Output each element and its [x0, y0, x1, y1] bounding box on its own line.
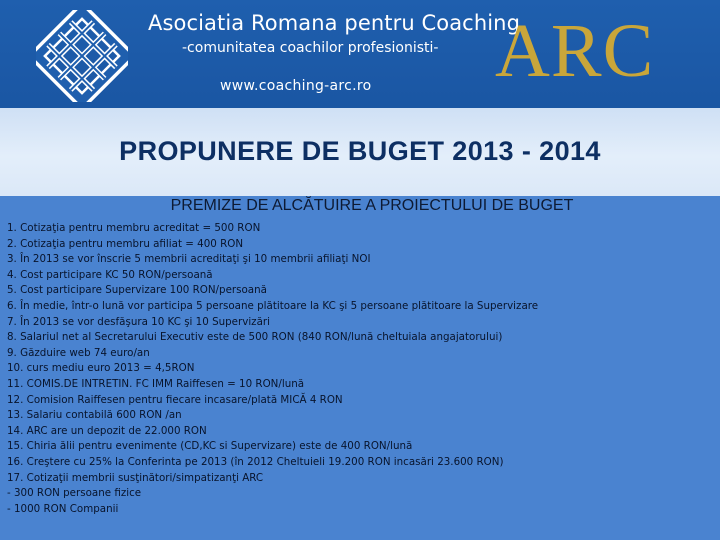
list-item: 8. Salariul net al Secretarului Executiv este de 500 RON (840 RON/lună cheltuiala angajatorului) [7, 331, 503, 344]
page-title: PROPUNERE DE BUGET 2013 - 2014 [119, 136, 601, 166]
list-item: 16. Creştere cu 25% la Conferinta pe 2013 (în 2012 Cheltuieli 19.200 RON incasări 23.600 RON) [7, 455, 504, 468]
list-item: 15. Chiria ălii pentru evenimente (CD,KC si Supervizare) este de 400 RON/lună [7, 440, 413, 453]
list-item: 14. ARC are un depozit de 22.000 RON [7, 424, 207, 437]
list-item: 11. COMIS.DE INTRETIN. FC IMM Raiffesen = 10 RON/lună [7, 377, 305, 390]
list-item: 13. Salariu contabilă 600 RON /an [7, 409, 182, 422]
list-item: 1. Cotizaţia pentru membru acreditat = 500 RON [7, 222, 261, 234]
list-item: 6. În medie, într-o lună vor participa 5 persoane plătitoare la KC şi 5 persoane plătitoare la Supervizare [7, 299, 539, 312]
organization-name: Asociatia Romana pentru Coaching [148, 11, 521, 35]
arc-brand-logo: ARC [495, 9, 655, 93]
header-banner [0, 0, 720, 108]
list-item: 9. Găzduire web 74 euro/an [7, 346, 150, 359]
section-heading: PREMIZE DE ALCĂTUIRE A PROIECTULUI DE BUGET [170, 197, 574, 214]
website-link[interactable]: www.coaching-arc.ro [220, 78, 372, 94]
list-item: - 300 RON persoane fizice [7, 487, 142, 500]
list-item: 17. Cotizaţii membrii susţinători/simpatizanţi ARC [7, 471, 264, 484]
premises-list [7, 221, 715, 517]
organization-tagline: -comunitatea coachilor profesionisti- [182, 40, 439, 56]
list-item: 7. În 2013 se vor desfăşura 10 KC şi 10 Supervizări [7, 315, 270, 328]
list-item: 10. curs mediu euro 2013 = 4,5RON [7, 362, 195, 375]
list-item: 4. Cost participare KC 50 RON/persoană [7, 268, 213, 281]
list-item: 12. Comision Raiffesen pentru fiecare incasare/plată MICĂ 4 RON [7, 393, 343, 406]
list-item: 5. Cost participare Supervizare 100 RON/persoană [7, 284, 267, 297]
list-item: 3. În 2013 se vor înscrie 5 membrii acreditaţi şi 10 membrii afiliaţi NOI [7, 253, 371, 266]
endless-knot-icon [36, 10, 128, 102]
list-item: 2. Cotizaţia pentru membru afiliat = 400 RON [7, 237, 244, 250]
list-item: - 1000 RON Companii [7, 502, 119, 515]
